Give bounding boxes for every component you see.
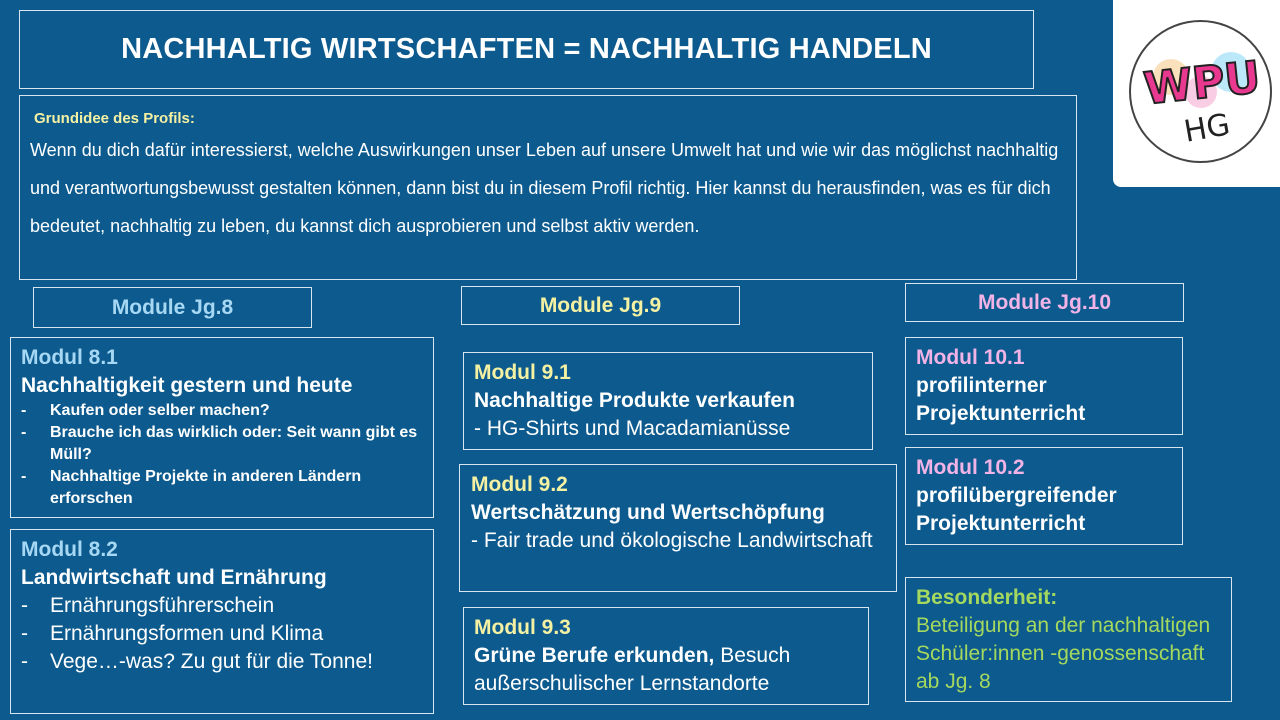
modul-9-2-text: - Fair trade und ökologische Landwirtschaft	[471, 529, 873, 552]
modul-9-1-title: Modul 9.1	[474, 361, 571, 384]
modul-9-3-body	[474, 642, 858, 698]
title-box	[19, 10, 1034, 89]
list-item: - Ernährungsführerschein	[21, 592, 423, 620]
modul-9-3-title: Modul 9.3	[474, 616, 571, 639]
header-jg10-label: Module Jg.10	[977, 290, 1112, 314]
header-jg9-label: Module Jg.9	[539, 293, 662, 317]
modul-10-1-title: Modul 10.1	[916, 346, 1025, 369]
modul-9-2	[459, 464, 897, 592]
svg-text:WPU: WPU	[1141, 52, 1263, 115]
modul-8-1-title: Modul 8.1	[21, 346, 118, 369]
modul-8-1-subtitle: Nachhaltigkeit gestern und heute	[21, 374, 353, 397]
intro-label: Grundidee des Profils:	[34, 110, 195, 127]
svg-text:HG: HG	[1181, 107, 1233, 150]
modul-9-2-subtitle: Wertschätzung und Wertschöpfung	[471, 501, 825, 524]
besonderheit-box	[905, 577, 1232, 702]
modul-9-1-text: - HG-Shirts und Macadamianüsse	[474, 417, 791, 440]
modul-10-2-title: Modul 10.2	[916, 456, 1025, 479]
modul-8-2-subtitle: Landwirtschaft und Ernährung	[21, 566, 327, 589]
modul-10-1-subtitle: profilinterner Projektunterricht	[916, 374, 1086, 425]
modul-8-2-list	[21, 592, 423, 676]
modul-8-2-title: Modul 8.2	[21, 538, 118, 561]
header-jg10	[905, 283, 1184, 322]
wpu-hg-logo	[1129, 20, 1272, 163]
list-item: - Kaufen oder selber machen?	[21, 400, 423, 422]
modul-8-1	[10, 337, 434, 518]
modul-9-3-text: Besuch außerschulischer Lernstandorte	[474, 644, 791, 695]
list-item: - Ernährungsformen und Klima	[21, 620, 423, 648]
modul-9-1	[463, 352, 873, 450]
logo-graphic	[1131, 22, 1272, 163]
modul-10-1	[905, 337, 1183, 435]
header-jg8	[33, 287, 312, 328]
modul-9-1-subtitle: Nachhaltige Produkte verkaufen	[474, 389, 795, 412]
list-item: - Brauche ich das wirklich oder: Seit wann gibt es Müll?	[21, 422, 423, 466]
header-jg9	[461, 286, 740, 325]
intro-box	[19, 95, 1077, 280]
modul-9-3-subtitle: Grüne Berufe erkunden,	[474, 644, 715, 667]
modul-9-3	[463, 607, 869, 705]
logo-card	[1113, 0, 1280, 187]
header-jg8-label: Module Jg.8	[111, 295, 234, 319]
modul-10-2	[905, 447, 1183, 545]
modul-8-1-list	[21, 400, 423, 510]
page-title: NACHHALTIG WIRTSCHAFTEN = NACHHALTIG HANDELN	[121, 33, 932, 65]
besonderheit-text: Beteiligung an der nachhaltigen Schüler:innen -genossenschaft ab Jg. 8	[916, 614, 1211, 693]
modul-9-2-title: Modul 9.2	[471, 473, 568, 496]
list-item: - Nachhaltige Projekte in anderen Ländern erforschen	[21, 466, 423, 510]
besonderheit-title: Besonderheit:	[916, 586, 1058, 609]
modul-8-2	[10, 529, 434, 714]
modul-10-2-subtitle: profilübergreifender Projektunterricht	[916, 484, 1117, 535]
intro-text: Wenn du dich dafür interessierst, welche Auswirkungen unser Leben auf unsere Umwelt hat und wie wir das möglichst nachhaltig und verantwortungsbewusst gestalten können, dann bist du in diesem Profil richtig. Hier kannst du herausfinden, was es für dich bedeutet, nachhaltig zu leben, du kannst dich ausprobieren und selbst aktiv werden.	[30, 140, 1059, 236]
list-item: - Vege…-was? Zu gut für die Tonne!	[21, 648, 423, 676]
